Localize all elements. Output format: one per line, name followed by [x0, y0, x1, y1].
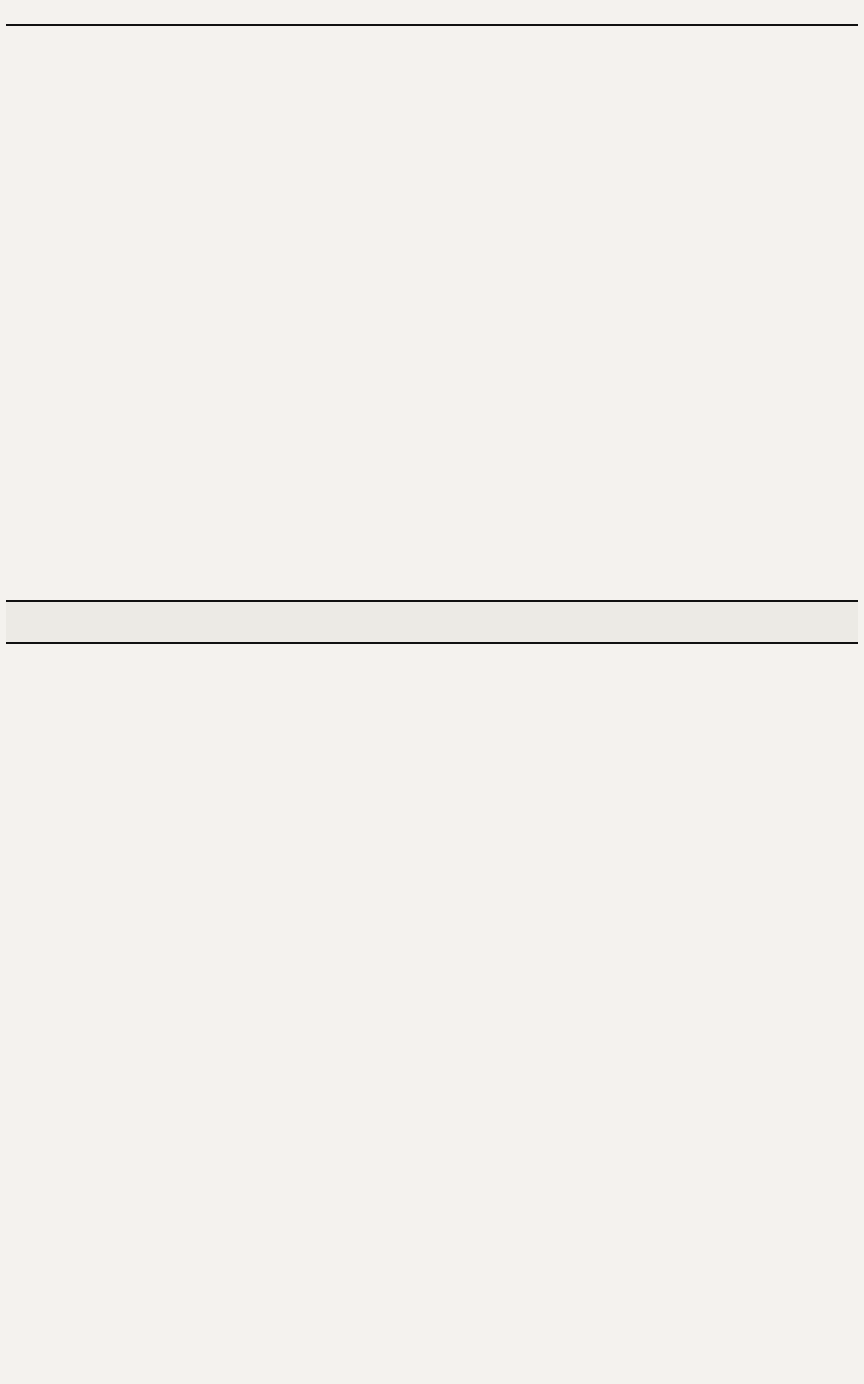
- service-guide-section: [6, 644, 858, 1384]
- masthead: [6, 6, 858, 26]
- home-service-guide-banner: [6, 602, 858, 644]
- help-wanted-section: [6, 26, 858, 602]
